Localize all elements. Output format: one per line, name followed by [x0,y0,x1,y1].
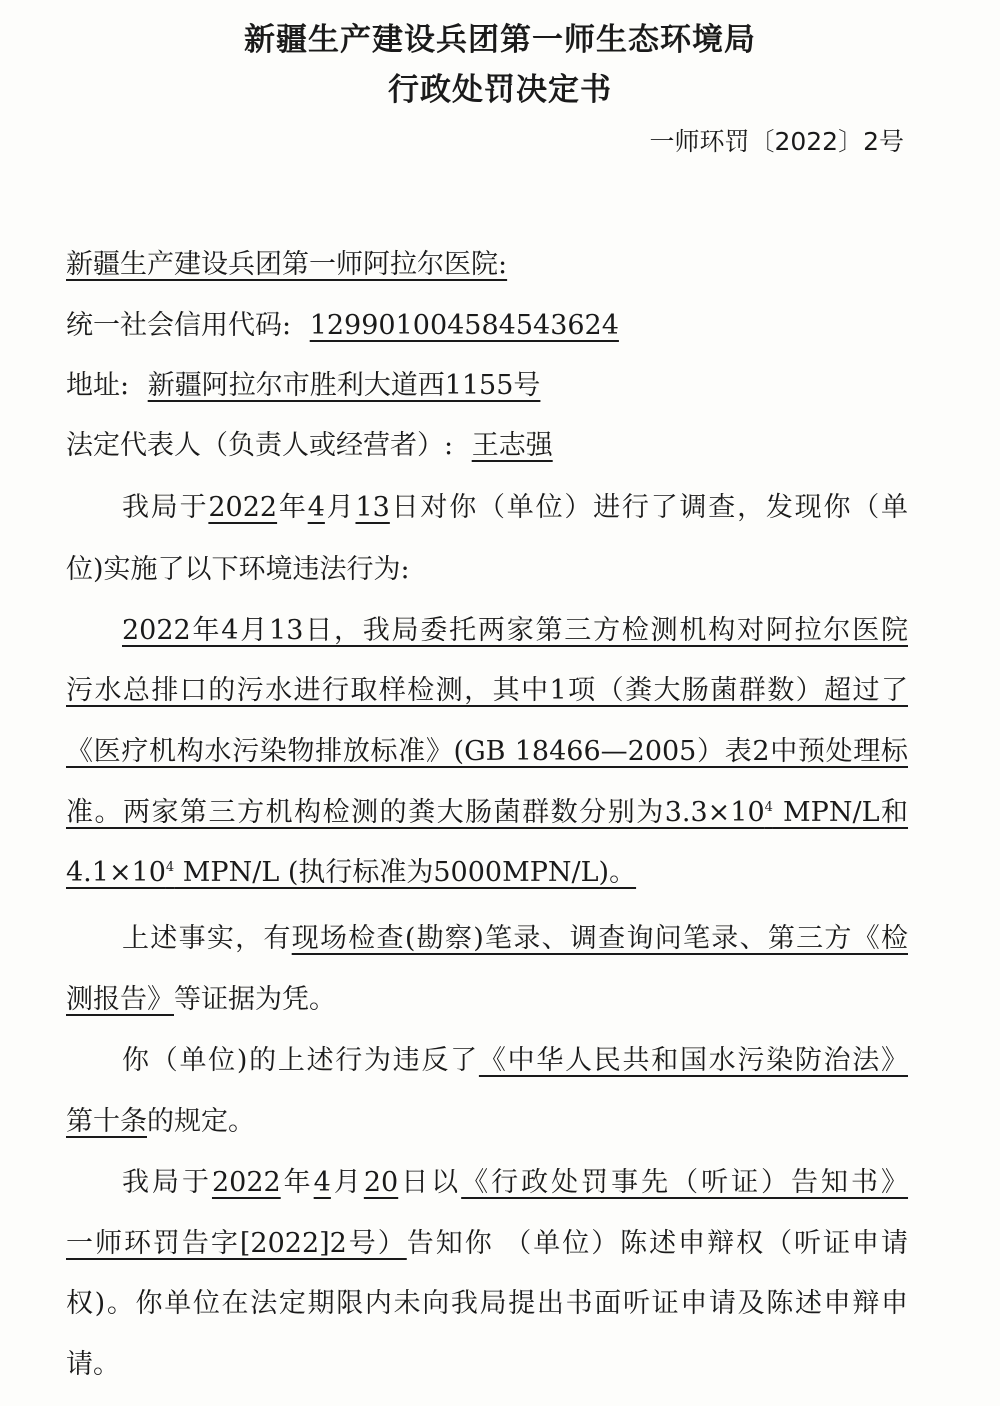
text: 的规定。 [147,1106,255,1137]
violated-article: 第十条 [66,1106,147,1137]
text: 准。两家第三方机构检测的粪大肠菌群数分别为3.3×10 [66,797,765,828]
document-title-line-1: 新疆生产建设兵团第一师生态环境局 [244,22,756,58]
evidence-line-1 [122,922,908,956]
text: MPN/L和 [772,797,909,828]
party-name-text: 新疆生产建设兵团第一师阿拉尔医院: [66,249,508,280]
notice-line-4: 请。 [66,1349,120,1380]
facts-line-4 [66,796,908,830]
evidence-report: 测报告》 [66,984,174,1015]
text: 4.1×10 [66,857,166,888]
exponent: 4 [165,860,175,875]
legal-representative-value: 王志强 [471,430,553,461]
investigation-line-2: 位)实施了以下环境违法行为: [66,554,410,585]
facts-line-3: 《医疗机构水污染物排放标准》(GB 18466—2005）表2中预处理标 [66,736,908,767]
document-number: 一师环罚〔2022〕2号 [649,127,904,156]
text: 日对你（单位）进行了调查，发现你（单 [389,492,909,523]
text: MPN/L (执行标准为5000MPN/L)。 [174,857,637,888]
violated-law: 《中华人民共和国水污染防治法》 [478,1045,908,1076]
credit-code-row [66,309,619,343]
notice-document-name: 《行政处罚事先（听证）告知书》 [461,1167,909,1198]
text: 上述事实，有 [122,923,292,954]
document-title-line-2: 行政处罚决定书 [388,72,612,108]
text: 你（单位)的上述行为违反了 [122,1045,479,1076]
evidence-list: 现场检查(勘察)笔录、调查询问笔录、第三方《检 [291,923,908,954]
facts-line-2: 污水总排口的污水进行取样检测，其中1项（粪大肠菌群数）超过了 [66,675,908,706]
credit-code-label: 统一社会信用代码: [66,310,292,341]
legal-representative-label: 法定代表人（负责人或经营者）: [66,430,454,461]
evidence-line-2 [66,983,336,1017]
investigation-month: 4 [307,492,325,523]
address-value: 新疆阿拉尔市胜利大道西1155号 [147,370,541,401]
notice-day: 20 [363,1167,399,1198]
credit-code-value: 129901004584543624 [309,310,619,341]
facts-line-1: 2022年4月13日，我局委托两家第三方检测机构对阿拉尔医院 [122,615,908,646]
legal-representative-row [66,429,565,463]
text: 年 [280,1167,314,1198]
investigation-line-1 [122,491,908,525]
text: 等证据为凭。 [174,984,336,1015]
address-label: 地址: [66,370,130,401]
facts-line-5 [66,856,636,890]
text: 月 [324,492,356,523]
notice-line-2 [66,1227,908,1261]
address-row [66,369,558,403]
notice-line-1 [122,1166,908,1200]
investigation-day: 13 [355,492,390,523]
violation-line-1 [122,1044,908,1078]
notice-line-3: 权)。你单位在法定期限内未向我局提出书面听证申请及陈述申辩申 [66,1288,908,1319]
party-name [66,248,507,282]
violation-line-2 [66,1105,255,1139]
text: 年 [277,492,308,523]
notice-document-number: 一师环罚告字[2022]2号） [66,1228,407,1259]
text: 我局于 [122,1167,212,1198]
notice-month: 4 [313,1167,331,1198]
exponent: 4 [764,800,773,815]
notice-year: 2022 [211,1167,281,1198]
text: 日以 [398,1167,462,1198]
text: 月 [330,1167,364,1198]
text: 我局于 [122,492,209,523]
text: 告知你 （单位）陈述申辩权（听证申请 [406,1228,908,1259]
investigation-year: 2022 [208,492,278,523]
